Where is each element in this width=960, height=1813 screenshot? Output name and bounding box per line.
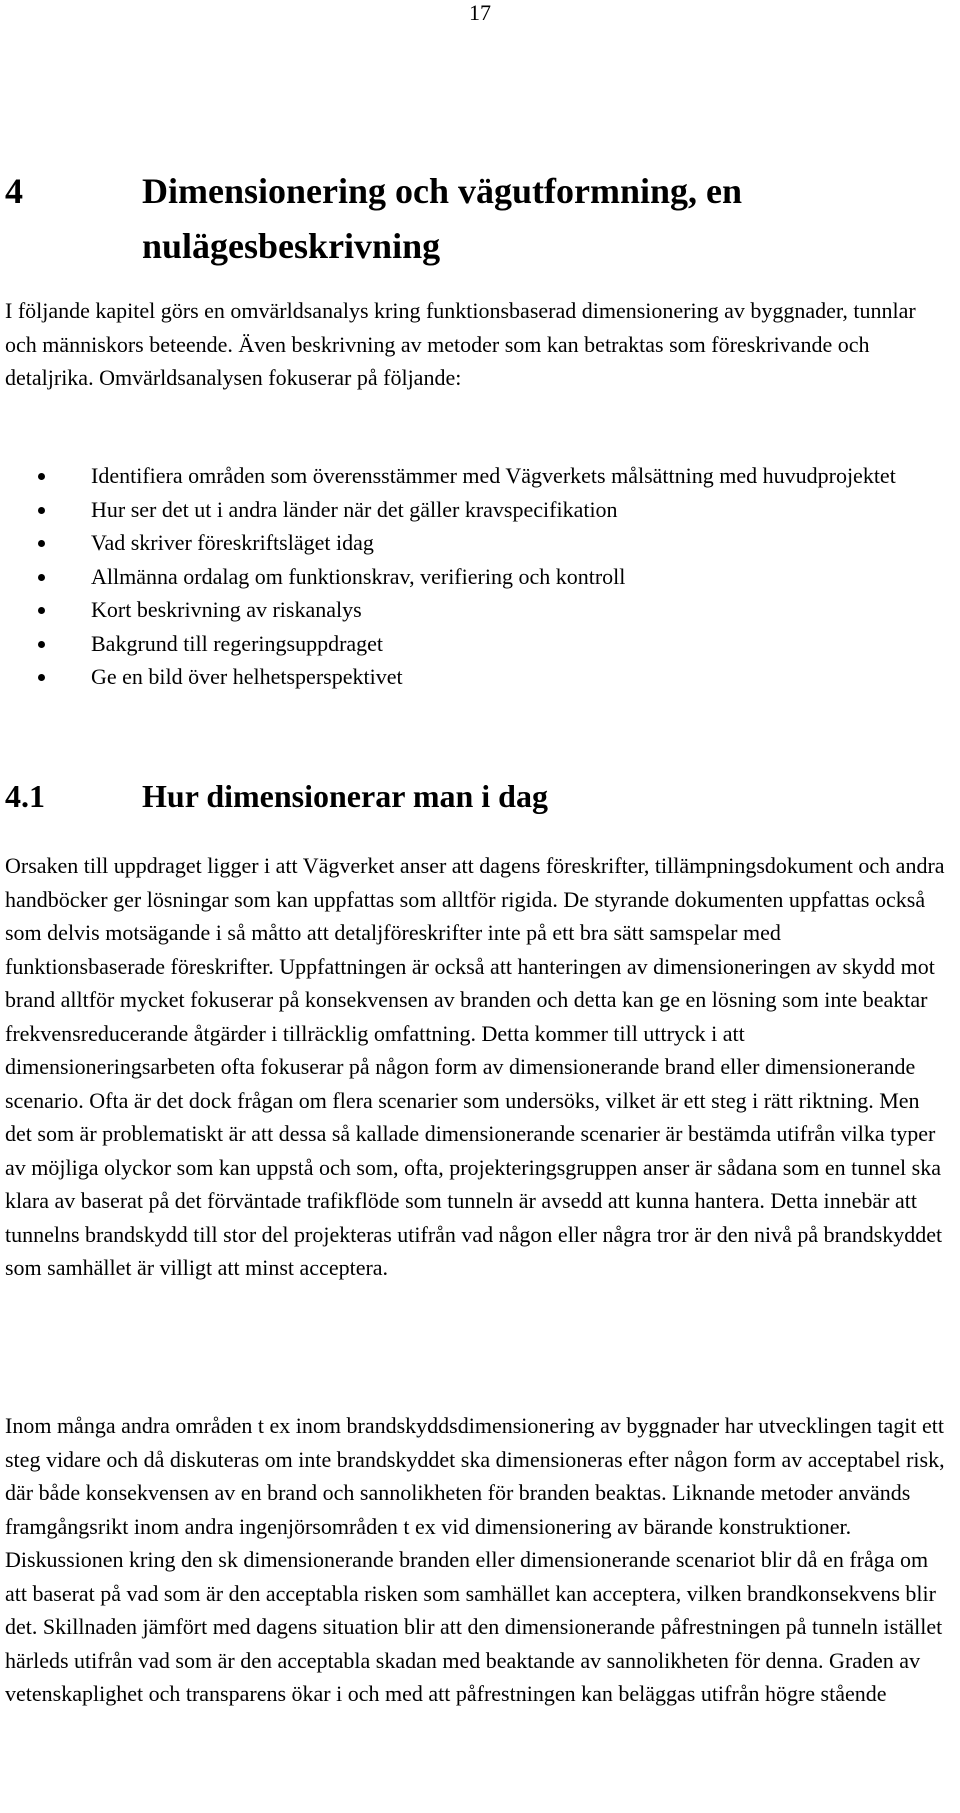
list-item-text: Identifiera områden som överensstämmer med Vägverkets målsättning med huvudprojektet [91,463,896,488]
section-heading [5,774,945,818]
body-paragraph: Orsaken till uppdraget ligger i att Vägverket anser att dagens föreskrifter, tillämpningsdokument och andra handböcker ger lösningar som kan uppfattas som alltför rigida. De styrande dokumenten uppfattas också som delvis motsägande i så måtto att detaljföreskrifter inte på ett bra sätt samspelar med funktionsbaserade föreskrifter. Uppfattningen är också att hanteringen av dimensioneringen av skydd mot brand alltför mycket fokuserar på konsekvensen av branden och detta kan ge en lösning som inte beaktar frekvensreducerande åtgärder i tillräcklig omfattning. Detta kommer till uttryck i att dimensioneringsarbeten ofta fokuserar på någon form av dimensionerande brand eller dimensionerande scenario. Ofta är det dock frågan om flera scenarier som undersöks, vilket är ett steg i rätt riktning. Men det som är problematiskt är att dessa så kallade dimensionerande scenarier är bestämda utifrån vilka typer av möjliga olyckor som kan uppstå och som, ofta, projekteringsgruppen anser är sådana som en tunnel ska klara av baserat på det förväntade trafikflöde som tunneln är avsedd att kunna hantera. Detta innebär att tunnelns brandskydd till stor del projekteras utifrån vad någon eller några tror är den nivå på brandskyddet som samhället är villigt att minst acceptera. [5,853,945,1280]
list-item-text: Allmänna ordalag om funktionskrav, verifiering och kontroll [91,563,626,589]
list-item [0,493,950,527]
bullet-icon [38,540,45,547]
list-item-text: Vad skriver föreskriftsläget idag [91,530,374,555]
bullet-icon [38,641,45,648]
list-item [0,526,950,560]
page-number: 17 [469,0,491,25]
bullet-icon [38,574,45,581]
chapter-title: Dimensionering och vägutformning, en nulägesbeskrivning [142,171,743,266]
chapter-number: 4 [5,171,23,211]
list-item-text: Hur ser det ut i andra länder när det gäller kravspecifikation [91,496,618,522]
bullet-icon [38,507,45,514]
section-title: Hur dimensionerar man i dag [142,778,548,814]
list-item [0,560,950,594]
chapter-heading [5,164,945,274]
list-item [0,459,950,493]
list-item [0,593,950,627]
list-item-text: Ge en bild över helhetsperspektivet [91,664,403,689]
list-item-text: Bakgrund till regeringsuppdraget [91,630,384,656]
intro-paragraph: I följande kapitel görs en omvärldsanalys kring funktionsbaserad dimensionering av byggnader, tunnlar och människors beteende. Även beskrivning av metoder som kan betraktas som föreskrivande och detaljrika. Omvärldsanalysen fokuserar på följande: [5,298,916,390]
list-item [0,660,950,694]
section-number: 4.1 [5,778,45,814]
bullet-list [0,459,950,694]
bullet-icon [38,473,45,480]
list-item [0,627,950,661]
body-paragraph: Inom många andra områden t ex inom brandskyddsdimensionering av byggnader har utvecklingen tagit ett steg vidare och då diskuteras om inte brandskyddet ska dimensioneras efter någon form av acceptabel risk, där både konsekvensen av en brand och sannolikheten för branden beaktas. Liknande metoder används framgångsrikt inom andra ingenjörsområden t ex vid dimensionering av bärande konstruktioner. Diskussionen kring den sk dimensionerande branden eller dimensionerande scenariot blir då en fråga om att baserat på vad som är den acceptabla risken som samhället kan acceptera, vilken brandkonsekvens blir det. Skillnaden jämfört med dagens situation blir att den dimensionerande påfrestningen på tunneln istället härleds utifrån vad som är den acceptabla skadan med beaktande av sannolikheten för denna. Graden av vetenskaplighet och transparens ökar i och med att påfrestningen kan beläggas utifrån högre stående [5,1413,945,1706]
bullet-icon [38,674,45,681]
bullet-icon [38,607,45,614]
list-item-text: Kort beskrivning av riskanalys [91,597,362,622]
